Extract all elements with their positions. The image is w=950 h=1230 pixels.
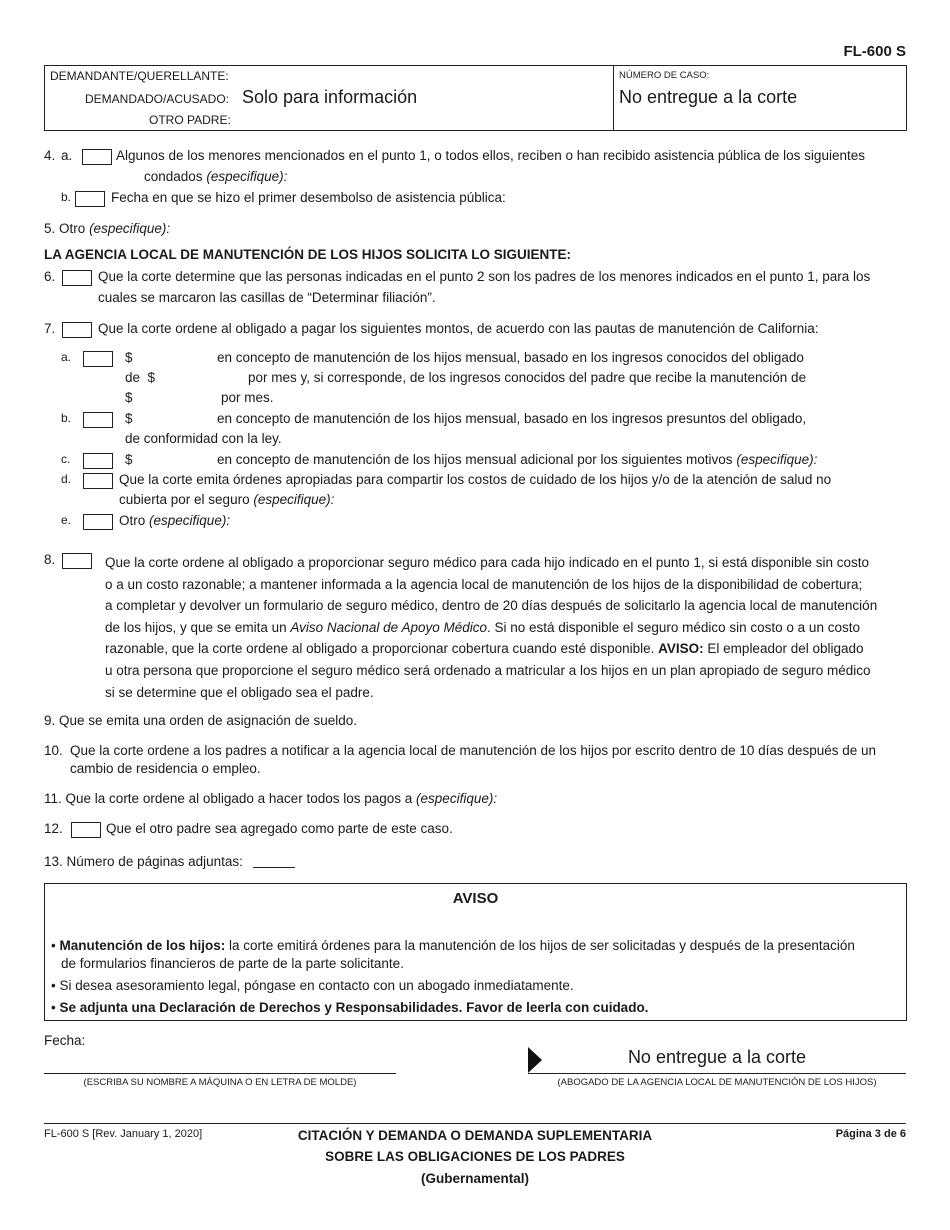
plaintiff-label: DEMANDANTE/QUERELLANTE: <box>50 69 229 83</box>
notice-bullet-1 <box>51 935 901 957</box>
item-7d-label: d. <box>61 472 72 486</box>
bullet-2-dot: • <box>51 978 56 993</box>
item-4a-specify: (especifique): <box>206 169 288 184</box>
item-7a-dollar: $ <box>125 350 133 365</box>
item-13-number: 13. <box>44 854 63 869</box>
name-line[interactable] <box>44 1073 396 1074</box>
footer-title-2: SOBRE LAS OBLIGACIONES DE LOS PADRES <box>325 1149 625 1164</box>
item-9 <box>44 713 357 728</box>
item-11-text: Que la corte ordene al obligado a hacer todos los pagos a <box>65 791 413 806</box>
item-11-specify: (especifique): <box>416 791 498 806</box>
item-6-text-line2: cuales se marcaron las casillas de “Determinar filiación”. <box>98 290 436 305</box>
notice-title: AVISO <box>452 890 499 907</box>
item-4b-text: Fecha en que se hizo el primer desembolso de asistencia pública: <box>111 190 506 205</box>
bullet-2-text: Si desea asesoramiento legal, póngase en contacto con un abogado inmediatamente. <box>59 978 574 993</box>
attorney-value[interactable]: No entregue a la corte <box>627 1047 807 1067</box>
item-7a-text: en concepto de manutención de los hijos mensual, basado en los ingresos conocidos del obligado <box>217 350 804 365</box>
item-10-text-line2: cambio de residencia o empleo. <box>70 761 261 776</box>
item-8-line6: u otra persona que proporcione el seguro médico será ordenado a matricular a los hijos en un plan apropiado de seguro médico <box>105 662 871 678</box>
item-7e-body: Otro <box>119 513 146 528</box>
item-4a-label: a. <box>61 148 73 163</box>
item-7-checkbox[interactable] <box>62 322 92 338</box>
item-12-checkbox[interactable] <box>71 822 101 838</box>
item-8-aviso: AVISO: <box>658 641 704 657</box>
item-6-number: 6. <box>44 269 56 284</box>
defendant-label: DEMANDADO/ACUSADO: <box>85 92 230 106</box>
item-8-number: 8. <box>44 552 56 567</box>
item-8-line4a: de los hijos, y que se emita un <box>105 619 287 635</box>
item-7b-checkbox[interactable] <box>83 412 113 428</box>
item-7a-dollar2: $ <box>125 390 133 405</box>
item-8-body <box>105 552 910 703</box>
item-7e-specify: (especifique): <box>149 513 231 528</box>
bullet-1-dot: • <box>51 938 56 953</box>
notice-bullet-3 <box>51 1000 648 1015</box>
item-7e-text <box>119 513 230 528</box>
item-7c-checkbox[interactable] <box>83 453 113 469</box>
form-id: FL-600 S <box>843 43 906 60</box>
item-13 <box>44 854 243 869</box>
item-10-number: 10. <box>44 743 63 758</box>
item-7d-body: cubierta por el seguro <box>119 492 250 507</box>
item-9-number: 9. <box>44 713 56 728</box>
item-4a-text-line2 <box>144 169 287 184</box>
item-7-text: Que la corte ordene al obligado a pagar los siguientes montos, de acuerdo con las pautas de manutención de California: <box>98 321 819 336</box>
item-5 <box>44 221 170 236</box>
item-8-line3: a completar y devolver un formulario de seguro médico, dentro de 20 días después de solicitarlo la agencia local de manutención <box>105 598 878 614</box>
item-7b-label: b. <box>61 411 72 425</box>
item-7b-text: en concepto de manutención de los hijos mensual, basado en los ingresos presuntos del obligado, <box>217 411 807 426</box>
item-10-text: Que la corte ordene a los padres a notificar a la agencia local de manutención de los hijos por escrito dentro de 10 días después de un <box>70 743 877 758</box>
agency-heading: LA AGENCIA LOCAL DE MANUTENCIÓN DE LOS HIJOS SOLICITA LO SIGUIENTE: <box>44 247 572 262</box>
footer-rule <box>44 1123 906 1124</box>
attorney-caption: (ABOGADO DE LA AGENCIA LOCAL DE MANUTENCIÓN DE LOS HIJOS) <box>557 1077 877 1088</box>
item-8-line5a: razonable, que la corte ordene al obligado a proporcionar cobertura cuando esté disponible. <box>105 641 655 657</box>
item-8-line1: Que la corte ordene al obligado a proporcionar seguro médico para cada hijo indicado en el punto 1, si está disponible sin costo <box>105 555 869 570</box>
name-caption: (ESCRIBA SU NOMBRE A MÁQUINA O EN LETRA DE MOLDE) <box>83 1077 357 1088</box>
item-4b-checkbox[interactable] <box>75 191 105 207</box>
item-7c-specify: (especifique): <box>736 452 818 467</box>
item-12-text: Que el otro padre sea agregado como parte de este caso. <box>106 821 453 836</box>
item-9-text: Que se emita una orden de asignación de sueldo. <box>59 713 357 728</box>
item-7d-specify: (especifique): <box>253 492 335 507</box>
item-7c-label: c. <box>61 452 71 466</box>
bullet-3-text: Se adjunta una Declaración de Derechos y Responsabilidades. Favor de leerla con cuidado. <box>59 1000 649 1015</box>
caption-box <box>44 65 907 131</box>
item-4a-counties: condados <box>144 169 203 184</box>
item-7a-text-line3: por mes. <box>221 390 274 405</box>
item-7-number: 7. <box>44 321 56 336</box>
item-6-checkbox[interactable] <box>62 270 92 286</box>
footer-revision: FL-600 S [Rev. January 1, 2020] <box>44 1128 203 1140</box>
item-8-line2: o a un costo razonable; a mantener informada a la agencia local de manutención de los hijos de la disponibilidad de cobertura; <box>105 576 863 592</box>
item-7a-checkbox[interactable] <box>83 351 113 367</box>
defendant-value[interactable]: Solo para información <box>242 87 418 107</box>
footer-title-3: (Gubernamental) <box>420 1171 529 1186</box>
bullet-1-text: la corte emitirá órdenes para la manutención de los hijos de ser solicitadas y después de la presentación <box>229 938 855 953</box>
item-8-line7: si se determine que el obligado sea el padre. <box>105 684 374 700</box>
item-4b-label: b. <box>61 190 72 204</box>
item-11 <box>44 791 497 806</box>
notice-box <box>44 883 907 1021</box>
notice-bullet-2 <box>51 978 574 993</box>
item-6-text: Que la corte determine que las personas indicadas en el punto 2 son los padres de los menores indicados en el punto 1, para los <box>98 269 871 284</box>
item-7c-text <box>217 452 817 467</box>
footer-page: Página 3 de 6 <box>835 1128 906 1140</box>
item-7b-dollar: $ <box>125 411 133 426</box>
item-13-blank-line[interactable] <box>253 867 295 868</box>
footer-title-1: CITACIÓN Y DEMANDA O DEMANDA SUPLEMENTARIA <box>297 1128 653 1143</box>
item-7d-text-line2 <box>119 492 334 507</box>
item-7d-checkbox[interactable] <box>83 473 113 489</box>
item-8-line5c: El empleador del obligado <box>707 641 864 657</box>
item-8-checkbox[interactable] <box>62 553 92 569</box>
item-5-specify: (especifique): <box>89 221 171 236</box>
item-7d-text: Que la corte emita órdenes apropiadas para compartir los costos de cuidado de los hijos y/o de la atención de salud no <box>119 472 832 487</box>
bullet-1-bold: Manutención de los hijos: <box>59 938 226 953</box>
item-11-number: 11. <box>44 791 62 806</box>
item-4a-text: Algunos de los menores mencionados en el punto 1, o todos ellos, reciben o han recibido asistencia pública de los siguientes <box>116 148 865 163</box>
caption-divider <box>613 66 614 130</box>
item-7e-label: e. <box>61 513 72 527</box>
other-parent-label: OTRO PADRE: <box>149 113 231 127</box>
item-7c-body: en concepto de manutención de los hijos mensual adicional por los siguientes motivos <box>217 452 733 467</box>
case-number-value[interactable]: No entregue a la corte <box>619 87 798 107</box>
item-7b-text-line2: de conformidad con la ley. <box>125 431 282 446</box>
item-4a-checkbox[interactable] <box>82 149 112 165</box>
item-7a-de: de $ <box>125 370 156 385</box>
item-4-number: 4. <box>44 148 56 163</box>
bullet-3-dot: • <box>51 1000 56 1015</box>
item-8-line4c: . Si no está disponible el seguro médico sin costo o a un costo <box>487 619 860 635</box>
item-7e-checkbox[interactable] <box>83 514 113 530</box>
item-13-text: Número de páginas adjuntas: <box>66 854 243 869</box>
item-7a-label: a. <box>61 350 72 364</box>
item-8-line5 <box>105 638 910 660</box>
date-label: Fecha: <box>44 1033 86 1048</box>
item-8-line4 <box>105 617 910 639</box>
notice-bullet-1-line2: de formularios financieros de parte de la parte solicitante. <box>61 956 404 971</box>
attorney-line <box>528 1073 906 1074</box>
item-5-number: 5. <box>44 221 56 236</box>
case-number-label: NÚMERO DE CASO: <box>619 70 710 81</box>
item-12-number: 12. <box>44 821 63 836</box>
item-5-text: Otro <box>59 221 86 236</box>
item-7c-dollar: $ <box>125 452 133 467</box>
item-7a-text-line2: por mes y, si corresponde, de los ingresos conocidos del padre que recibe la manutención de <box>248 370 807 385</box>
item-8-notice-title: Aviso Nacional de Apoyo Médico <box>290 619 487 635</box>
